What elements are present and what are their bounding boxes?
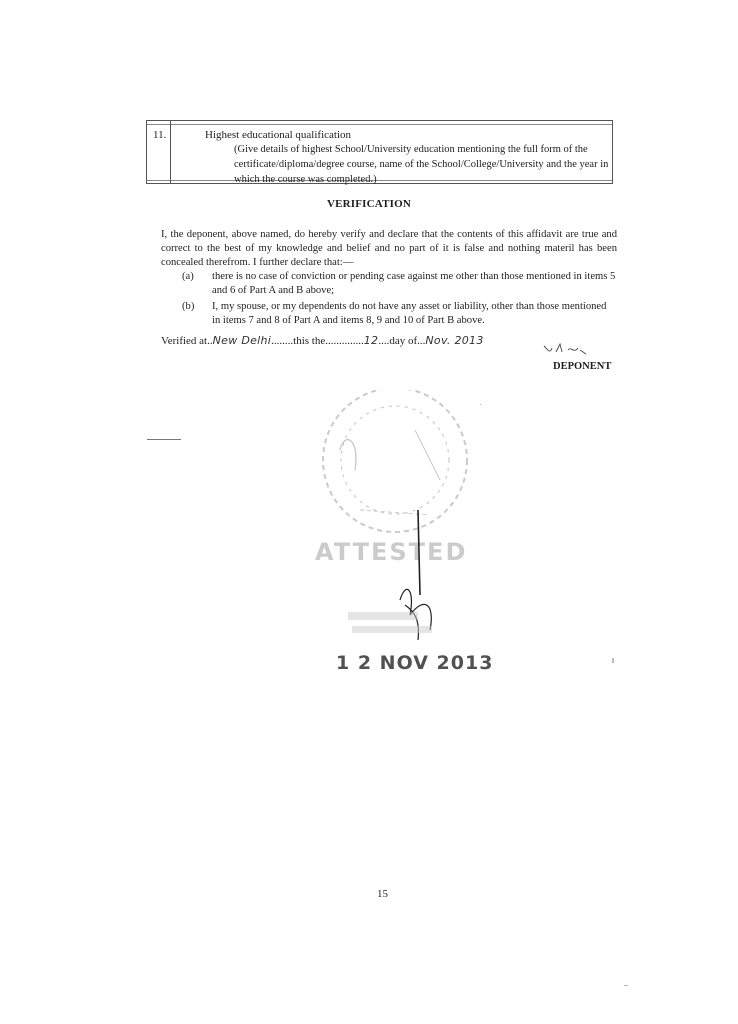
scan-speck xyxy=(624,985,628,986)
table-column-divider xyxy=(170,121,171,183)
declaration-item-label: (a) xyxy=(182,271,194,282)
declaration-item-text: I, my spouse, or my dependents do not have any asset or liability, other than those mentioned in items 7 and 8 of Part A and items 8, 9 and 10 of Part B above. xyxy=(212,301,607,326)
handwritten-month-year: Nov. 2013 xyxy=(425,334,484,347)
dotted-leader: ... xyxy=(417,335,426,347)
verification-heading: VERIFICATION xyxy=(326,198,412,210)
dotted-leader: .............. xyxy=(325,335,364,347)
qualification-detail: (Give details of highest School/University education mentioning the full form of the certificate/diploma/degree course, name of the School/College/University and the year in which the course was completed.) xyxy=(234,144,609,185)
this-the-label: this the xyxy=(293,335,326,347)
stamp-text: ATTESTED xyxy=(315,538,468,566)
attestation-stamp xyxy=(300,390,490,690)
dotted-leader: ........ xyxy=(271,335,294,347)
scan-speck xyxy=(480,404,481,405)
verified-prefix: Verified at xyxy=(161,335,208,347)
verified-line xyxy=(161,334,484,347)
table-top-rule xyxy=(147,124,612,125)
deponent-signature xyxy=(540,336,590,360)
verification-paragraph: I, the deponent, above named, do hereby verify and declare that the contents of this affidavit are true and correct to the best of my knowledge and belief and no part of it is false and nothing materil has been concealed therefrom. I further declare that:— xyxy=(161,229,617,268)
page-number: 15 xyxy=(377,888,388,900)
stamp-date: 1 2 NOV 2013 xyxy=(336,652,494,674)
deponent-label: DEPONENT xyxy=(553,361,612,372)
qualification-item-number: 11. xyxy=(153,129,167,141)
handwritten-day: 12 xyxy=(363,334,379,347)
declaration-item-text: there is no case of conviction or pending case against me other than those mentioned in items 5 and 6 of Part A and B above; xyxy=(212,271,616,296)
margin-dash xyxy=(147,439,181,440)
qualification-title: Highest educational qualification xyxy=(205,129,352,141)
dotted-leader: .. xyxy=(207,335,213,347)
dotted-leader: .... xyxy=(378,335,390,347)
scan-speck xyxy=(612,658,614,663)
day-of-label: day of xyxy=(389,335,418,347)
handwritten-place: New Delhi xyxy=(212,334,272,347)
declaration-item-label: (b) xyxy=(182,301,195,312)
qualification-table xyxy=(146,120,613,184)
